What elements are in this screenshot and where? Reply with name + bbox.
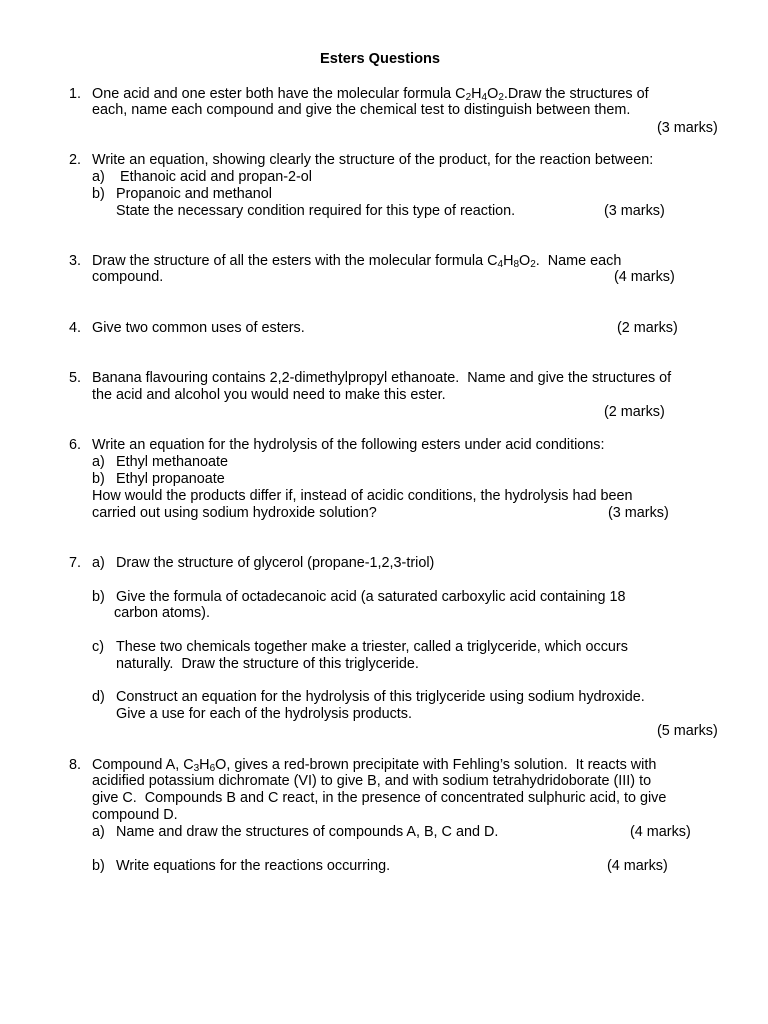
sub-question-text: These two chemicals together make a triester, called a triglyceride, which occurs [116,639,628,655]
marks-label: (5 marks) [657,723,718,739]
question-text-line: Compound A, $C_3H_6O$, gives a red-brown precipitate with Fehling’s solution. It reacts with [92,757,657,774]
question-text-line: give C. Compounds B and C react, in the presence of concentrated sulphuric acid, to give [92,790,667,806]
question-number: 5. [69,370,82,386]
sub-question-label: c) [92,639,104,655]
question-text-line: One acid and one ester both have the molecular formula $C_2H_4O_2.Draw$ the structures of [92,86,649,103]
question-text-line: Draw the structure of all the esters with the molecular formula $C_4H_8O_2$. Name each [92,253,622,270]
question-text-line: State the necessary condition required for this type of reaction. [116,203,516,219]
sub-question-text: Ethyl propanoate [116,471,225,487]
sub-question-label: a) [92,824,105,840]
marks-label: (3 marks) [657,120,718,136]
sub-question-text: Ethanoic acid and propan-2-ol [120,169,313,185]
sub-question-label: b) [92,858,105,874]
sub-question-label: d) [92,689,105,705]
sub-question-label: a) [92,169,105,185]
sub-question-label: a) [92,454,105,470]
marks-label: (3 marks) [608,505,669,521]
question-text-line: Write an equation, showing clearly the structure of the product, for the reaction between: [92,152,654,168]
question-number: 1. [69,86,82,102]
marks-label: (2 marks) [604,404,665,420]
question-text-line: compound D. [92,807,178,823]
sub-question-label: b) [92,589,105,605]
marks-label: (2 marks) [617,320,678,336]
sub-question-text: naturally. Draw the structure of this triglyceride. [116,656,419,672]
sub-question-text: Name and draw the structures of compounds A, B, C and D. [116,824,499,840]
question-text-line: Banana flavouring contains 2,2-dimethylpropyl ethanoate. Name and give the structures of [92,370,672,386]
sub-question-text: Draw the structure of glycerol (propane-1,2,3-triol) [116,555,435,571]
question-number: 3. [69,253,82,269]
question-text-line: Give two common uses of esters. [92,320,305,336]
marks-label: (4 marks) [614,269,675,285]
question-number: 8. [69,757,82,773]
question-text-line: How would the products differ if, instead of acidic conditions, the hydrolysis had been [92,488,633,504]
question-text-line: acidified potassium dichromate (VI) to give B, and with sodium tetrahydridoborate (III) to [92,773,652,789]
page-title: Esters Questions [320,51,441,67]
sub-question-text: carbon atoms). [114,605,210,621]
marks-label: (4 marks) [607,858,668,874]
sub-question-text: Give the formula of octadecanoic acid (a saturated carboxylic acid containing 18 [116,589,626,605]
sub-question-label: a) [92,555,105,571]
marks-label: (4 marks) [630,824,691,840]
sub-question-label: b) [92,186,105,202]
sub-question-text: Write equations for the reactions occurring. [116,858,391,874]
question-text-line: carried out using sodium hydroxide solution? [92,505,377,521]
sub-question-text: Give a use for each of the hydrolysis products. [116,706,412,722]
question-number: 2. [69,152,82,168]
question-text-line: Write an equation for the hydrolysis of the following esters under acid conditions: [92,437,605,453]
question-number: 7. [69,555,82,571]
question-text-line: each, name each compound and give the chemical test to distinguish between them. [92,102,631,118]
sub-question-label: b) [92,471,105,487]
marks-label: (3 marks) [604,203,665,219]
sub-question-text: Construct an equation for the hydrolysis of this triglyceride using sodium hydroxide. [116,689,645,705]
sub-question-text: Propanoic and methanol [116,186,273,202]
question-text-line: the acid and alcohol you would need to make this ester. [92,387,446,403]
question-text-line: compound. [92,269,164,285]
sub-question-text: Ethyl methanoate [116,454,228,470]
question-number: 6. [69,437,82,453]
question-number: 4. [69,320,82,336]
